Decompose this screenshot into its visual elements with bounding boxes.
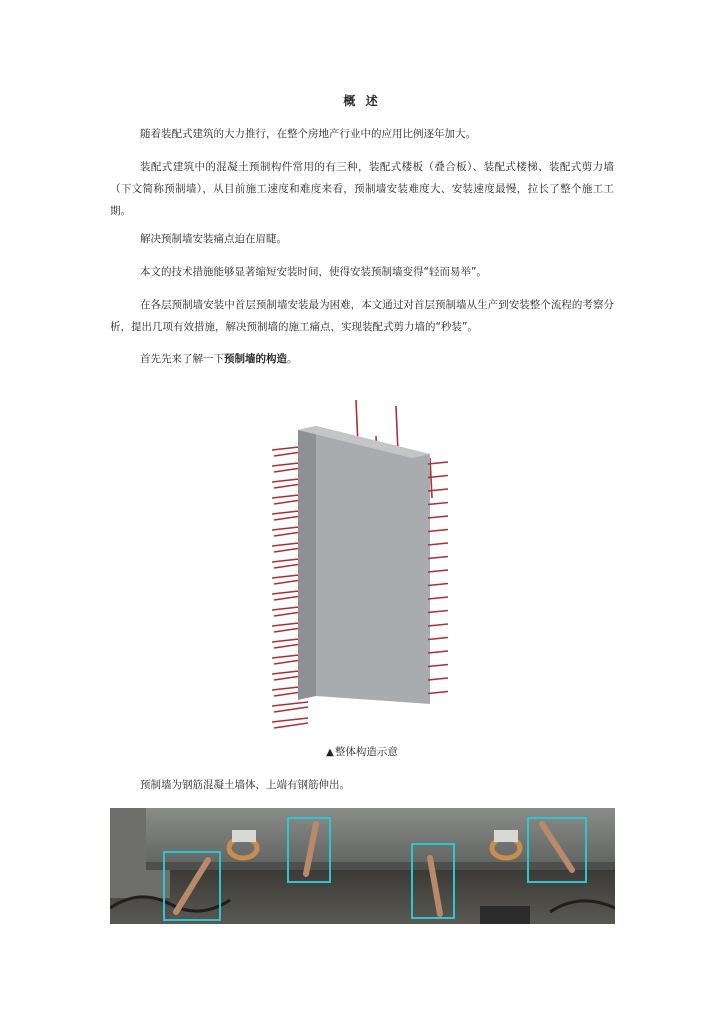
precast-wall-illustration bbox=[262, 392, 462, 738]
rebar bbox=[428, 665, 448, 667]
rebar bbox=[428, 678, 448, 680]
rebar bbox=[428, 530, 448, 532]
intro-suffix: 。 bbox=[287, 353, 298, 365]
rebar bbox=[396, 406, 398, 452]
floor-grate bbox=[480, 906, 530, 924]
wall-shadow-line bbox=[146, 862, 615, 870]
paragraph-4: 本文的技术措施能够显著缩短安装时间，使得安装预制墙变得“轻而易举”。 bbox=[140, 266, 487, 278]
triangle-icon: ▲ bbox=[326, 747, 334, 758]
rebar bbox=[428, 584, 448, 586]
intro-prefix: 首先先来了解一下 bbox=[140, 353, 224, 365]
paragraph-intro bbox=[110, 348, 614, 370]
wall-bottom-photo bbox=[110, 808, 615, 924]
rebar bbox=[274, 723, 308, 728]
rebar bbox=[428, 597, 448, 599]
rebar bbox=[428, 692, 448, 694]
rebar bbox=[274, 707, 308, 712]
rebar bbox=[428, 611, 448, 613]
rebar bbox=[428, 638, 448, 640]
paragraph-1: 随着装配式建筑的大力推行，在整个房地产行业中的应用比例逐年加大。 bbox=[140, 128, 476, 140]
hook-plate bbox=[494, 830, 518, 842]
paragraph-5: 在各层预制墙安装中首层预制墙安装最为困难，本文通过对首层预制墙从生产到安装整个流程的考察分析，提出几项有效措施，解决预制墙的施工痛点，实现装配式剪力墙的“秒装”。 bbox=[110, 299, 614, 333]
rebar bbox=[428, 543, 448, 545]
wall-front-face bbox=[316, 426, 430, 704]
rebar bbox=[428, 624, 448, 626]
figure1-caption-text: 整体构造示意 bbox=[334, 746, 398, 758]
intro-bold: 预制墙的构造 bbox=[224, 353, 287, 365]
figure1-caption bbox=[0, 744, 724, 759]
paragraph-2: 装配式建筑中的混凝土预制构件常用的有三种，装配式楼板（叠合板）、装配式楼梯、装配式剪力墙（下文简称预制墙），从目前施工速度和难度来看，预制墙安装难度大、安装速度最慢，拉长了整个施工工期。 bbox=[110, 161, 614, 217]
rebar bbox=[428, 651, 448, 653]
rebar bbox=[428, 516, 448, 518]
rebar bbox=[272, 702, 308, 706]
paragraph-3: 解决预制墙安装痛点迫在眉睫。 bbox=[140, 233, 287, 245]
wall-side-face bbox=[298, 426, 316, 700]
right-rebars bbox=[428, 462, 448, 694]
rebar bbox=[428, 503, 448, 505]
rebar bbox=[428, 570, 448, 572]
paragraph-after-figure: 预制墙为钢筋混凝土墙体，上端有钢筋伸出。 bbox=[140, 779, 350, 791]
page-title: 概 述 bbox=[343, 94, 381, 108]
hook-plate bbox=[232, 830, 256, 842]
rebar bbox=[428, 557, 448, 559]
rebar bbox=[272, 718, 308, 722]
